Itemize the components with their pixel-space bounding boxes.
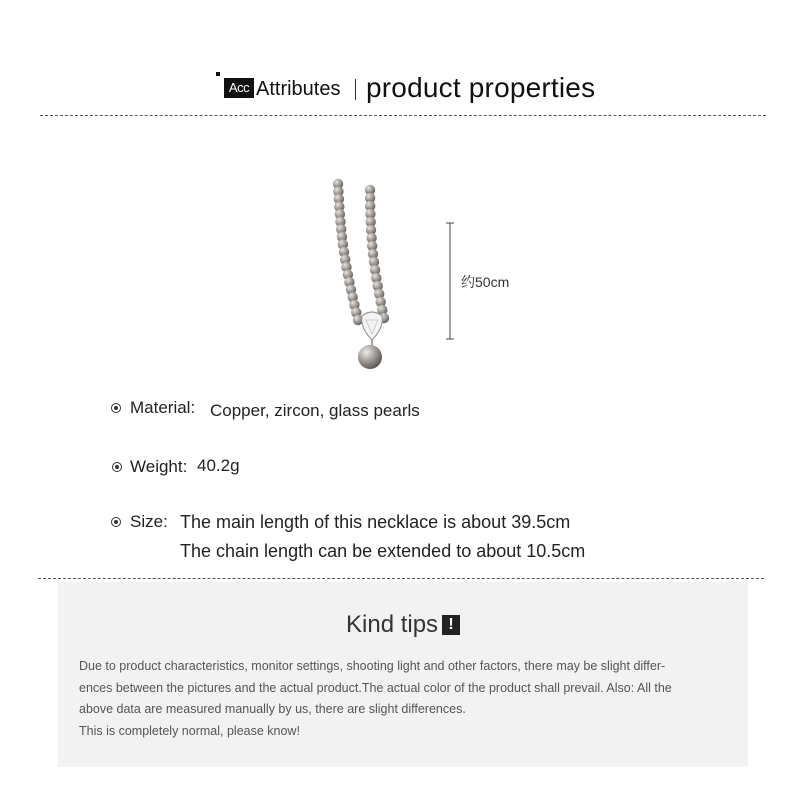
tips-line: Due to product characteristics, monitor settings, shooting light and other factors, there may be slight differ- [79, 659, 666, 673]
length-label: 约50cm [461, 274, 510, 290]
pendant-pearl [358, 345, 382, 369]
header-separator [355, 79, 356, 100]
size-label: Size: [130, 512, 168, 531]
weight-value: 40.2g [197, 456, 240, 475]
tips-body [79, 656, 739, 742]
top-divider [40, 115, 766, 116]
material-value: Copper, zircon, glass pearls [210, 401, 420, 420]
length-marker [440, 222, 460, 340]
tips-line: This is completely normal, please know! [79, 723, 300, 738]
bullet-icon [111, 517, 121, 527]
header-badge: Acc [224, 78, 254, 98]
zircon-teardrop [362, 312, 383, 340]
tips-title: Kind tips [346, 611, 439, 638]
pearl-strand [333, 179, 389, 325]
tips-line: ences between the pictures and the actual product.The actual color of the product shall prevail. Also: All the [79, 680, 672, 695]
header-dot [216, 72, 220, 76]
bullet-icon [111, 403, 121, 413]
bottom-divider [38, 578, 764, 579]
tips-line: above data are measured manually by us, there are slight differences. [79, 702, 466, 716]
weight-label: Weight: [130, 457, 188, 476]
bullet-icon [112, 462, 122, 472]
size-line-1: The main length of this necklace is about 39.5cm [180, 512, 571, 532]
header-title-en: Attributes [256, 78, 341, 100]
necklace-image [310, 170, 430, 380]
warning-icon: ! [442, 615, 460, 635]
material-label: Material: [130, 398, 196, 417]
page-title: product properties [366, 72, 596, 103]
size-line-2: The chain length can be extended to about 10.5cm [180, 541, 586, 561]
